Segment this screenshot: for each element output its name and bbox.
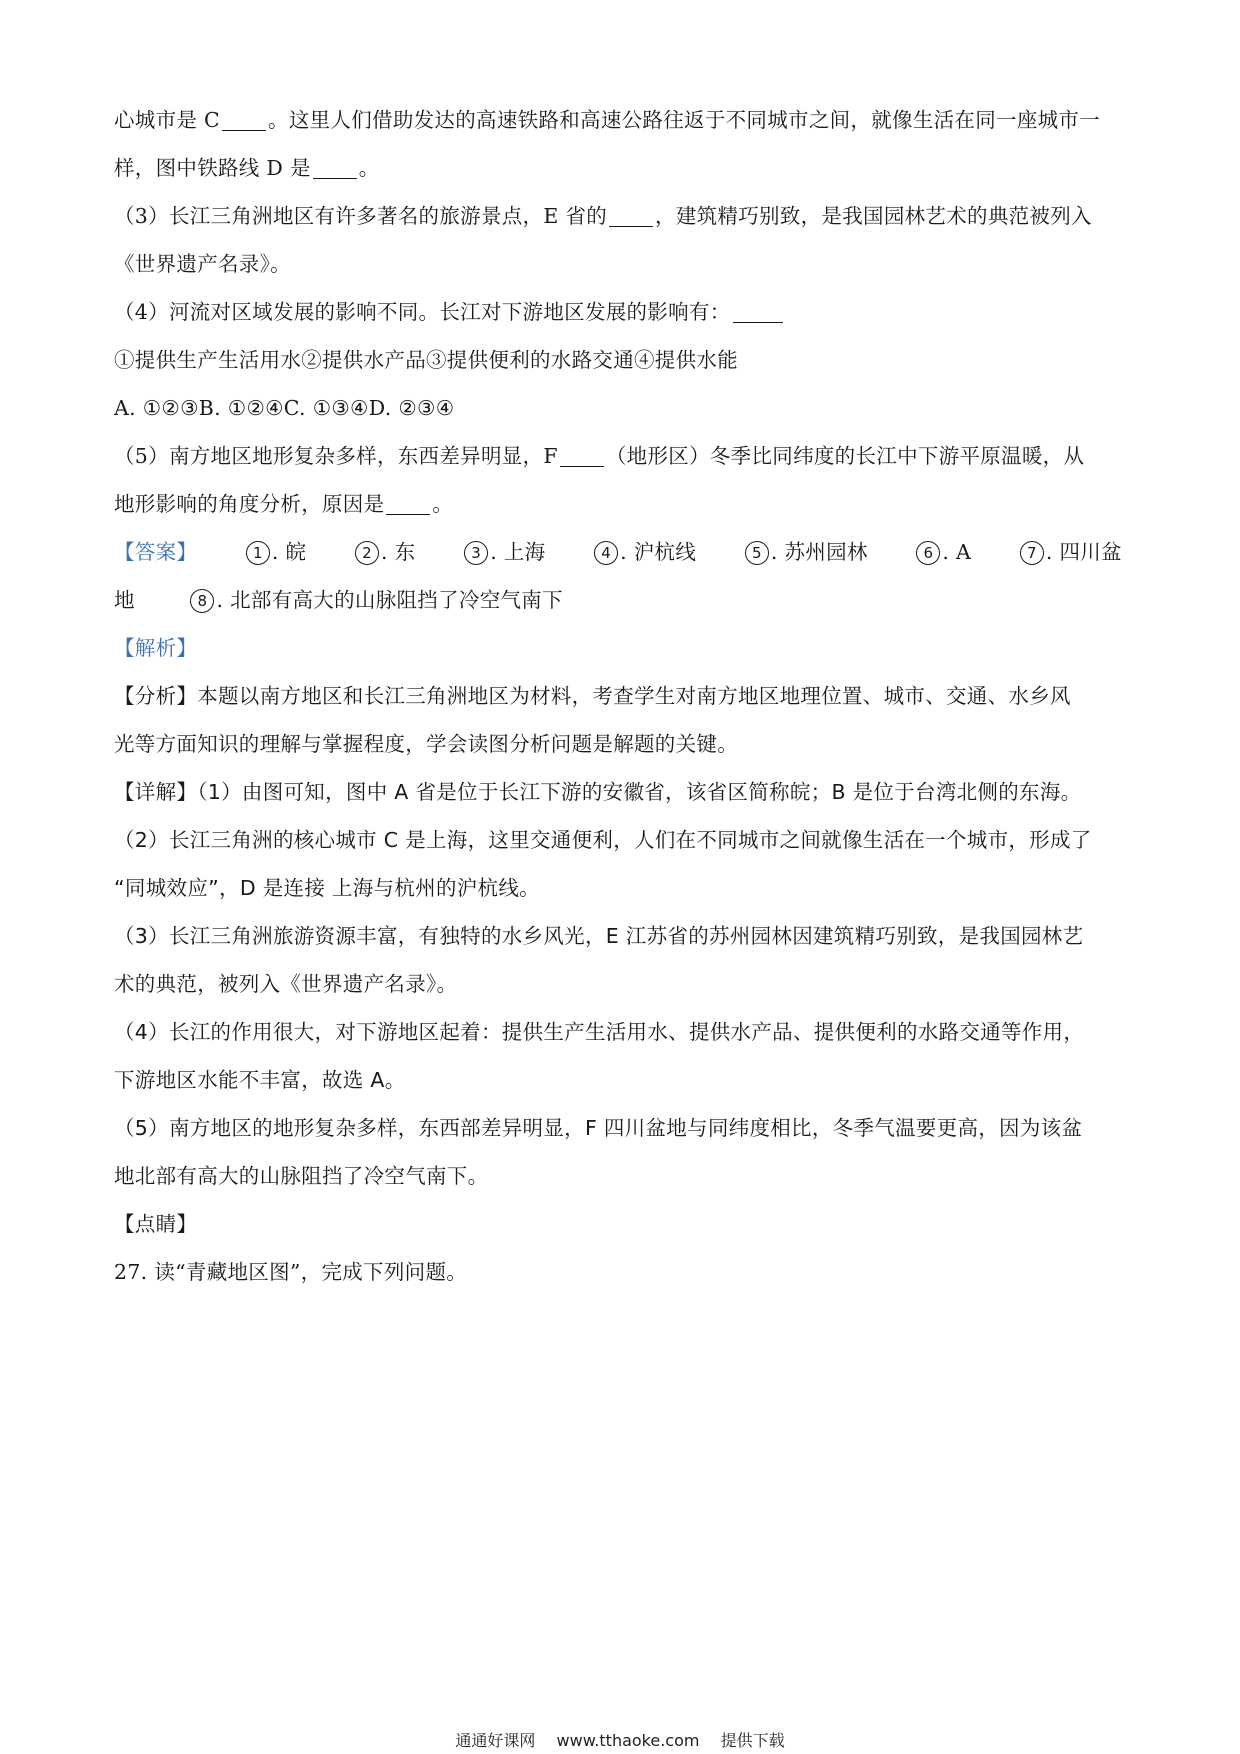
detail-line: 地北部有高大的山脉阻挡了冷空气南下。 — [114, 1164, 489, 1188]
question-line — [114, 96, 1130, 144]
analysis-tag: 【解析】 — [114, 636, 198, 660]
text: 。这里人们借助发达的高速铁路和高速公路往返于不同城市之间，就像生活在同一座城市一 — [268, 108, 1101, 132]
text: 样，图中铁路线 D 是 — [114, 156, 311, 180]
text: （3）长江三角洲地区有许多著名的旅游景点，E 省的 — [114, 204, 608, 228]
text: 《世界遗产名录》。 — [114, 252, 291, 276]
document-body — [114, 96, 1130, 1296]
circled-number: 5 — [745, 541, 769, 565]
text: （5）南方地区地形复杂多样，东西差异明显，F — [114, 444, 558, 468]
circled-number: 1 — [246, 541, 270, 565]
answer-line — [114, 528, 1130, 576]
text: 心城市是 C — [114, 108, 221, 132]
fill-blank — [609, 206, 653, 228]
answer-item: 6 . A — [916, 528, 971, 576]
detail-line: （4）长江的作用很大，对下游地区起着：提供生产生活用水、提供水产品、提供便利的水路交通等作用， — [114, 1020, 1085, 1044]
text: A. ①②③B. ①②④C. ①③④D. ②③④ — [114, 396, 455, 420]
footer-site-name: 通通好课网 — [455, 1731, 536, 1750]
question-line — [114, 288, 1130, 336]
options-line — [114, 336, 1130, 384]
answer-line: 地 8 . 北部有高大的山脉阻挡了冷空气南下 — [114, 576, 1130, 624]
detail-line: （5）南方地区的地形复杂多样，东西部差异明显，F 四川盆地与同纬度相比，冬季气温要更高，因为该盆 — [114, 1116, 1083, 1140]
fill-blank — [386, 494, 430, 516]
fill-blank — [733, 302, 783, 324]
question-27: 27. 读“青藏地区图”，完成下列问题。 — [114, 1260, 468, 1284]
detail-line: “同城效应”，D 是连接 上海与杭州的沪杭线。 — [114, 876, 540, 900]
circled-number: 2 — [355, 541, 379, 565]
detail-line: 术的典范，被列入《世界遗产名录》。 — [114, 972, 458, 996]
page-footer — [0, 1728, 1240, 1751]
text: ，建筑精巧别致，是我国园林艺术的典范被列入 — [655, 204, 1092, 228]
detail-line: （2）长江三角洲的核心城市 C 是上海，这里交通便利，人们在不同城市之间就像生活在一个城市，形成了 — [114, 828, 1092, 852]
text: （地形区）冬季比同纬度的长江中下游平原温暖，从 — [605, 444, 1085, 468]
detail-line: 下游地区水能不丰富，故选 A。 — [114, 1068, 406, 1092]
analysis-line: 光等方面知识的理解与掌握程度，学会读图分析问题是解题的关键。 — [114, 732, 738, 756]
answer-tag: 【答案】 — [114, 540, 198, 564]
question-line — [114, 480, 1130, 528]
circled-number: 6 — [916, 541, 940, 565]
circled-number: 8 — [190, 589, 214, 613]
fill-blank — [222, 110, 266, 132]
circled-number: 4 — [594, 541, 618, 565]
answer-item: 8 . 北部有高大的山脉阻挡了冷空气南下 — [190, 576, 562, 624]
analysis-line: 【分析】本题以南方地区和长江三角洲地区为材料，考查学生对南方地区地理位置、城市、交通、水乡风 — [114, 684, 1071, 708]
dianjing-tag: 【点睛】 — [114, 1212, 198, 1236]
fill-blank — [313, 158, 357, 180]
text: 。 — [432, 492, 454, 516]
text: ①提供生产生活用水②提供水产品③提供便利的水路交通④提供水能 — [114, 348, 738, 372]
text: 。 — [358, 156, 380, 180]
question-line — [114, 240, 1130, 288]
answer-item: 2 . 东 — [355, 528, 415, 576]
answer-item: 4 . 沪杭线 — [594, 528, 696, 576]
circled-number: 7 — [1020, 541, 1044, 565]
choices-line — [114, 384, 1130, 432]
text: 地形影响的角度分析，原因是 — [114, 492, 385, 516]
answer-item: 7 . 四川盆 — [1020, 528, 1122, 576]
circled-number: 3 — [464, 541, 488, 565]
answer-item: 5 . 苏州园林 — [745, 528, 868, 576]
answer-item: 1 . 皖 — [246, 528, 306, 576]
question-line — [114, 192, 1130, 240]
footer-action: 提供下载 — [720, 1731, 785, 1750]
footer-url[interactable]: www.tthaoke.com — [556, 1731, 700, 1750]
text: （4）河流对区域发展的影响不同。长江对下游地区发展的影响有： — [114, 300, 731, 324]
question-line — [114, 144, 1130, 192]
question-line — [114, 432, 1130, 480]
fill-blank — [560, 446, 604, 468]
detail-line: （3）长江三角洲旅游资源丰富，有独特的水乡风光，E 江苏省的苏州园林因建筑精巧别致，是我国园林艺 — [114, 924, 1084, 948]
detail-line: 【详解】（1）由图可知，图中 A 省是位于长江下游的安徽省，该省区简称皖；B 是位于台湾北侧的东海。 — [114, 780, 1082, 804]
answer-item: 3 . 上海 — [464, 528, 545, 576]
